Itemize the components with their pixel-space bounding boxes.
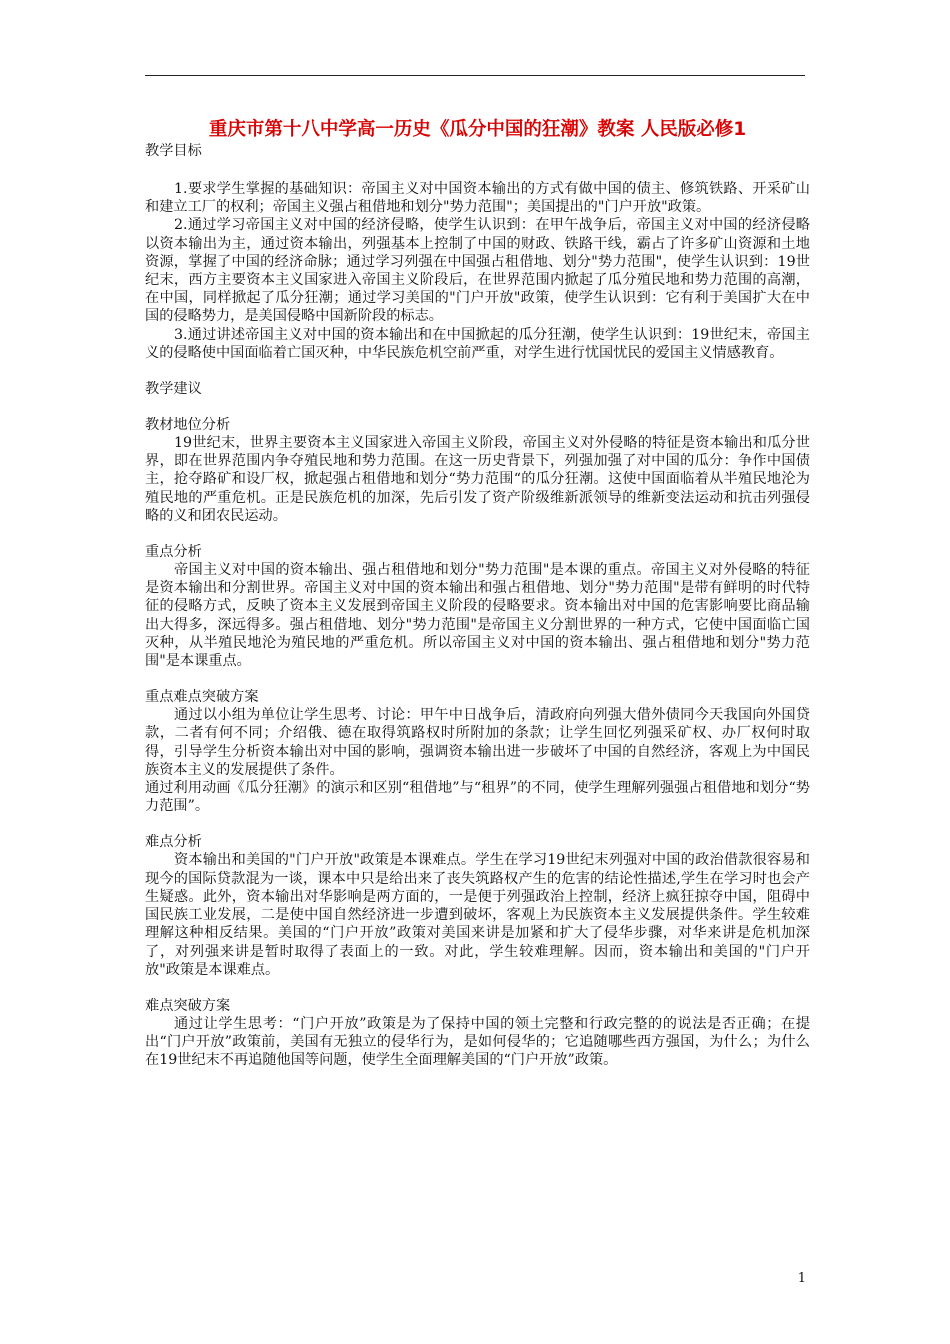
section-heading-difficulty: 难点分析 [145,834,202,851]
section-heading-breakthrough: 重点难点突破方案 [145,689,259,706]
section-heading-position: 教材地位分析 [145,417,231,434]
section-heading-difficulty-plan: 难点突破方案 [145,997,231,1014]
header-rule [145,75,805,76]
breakthrough-paragraph: 通过以小组为单位让学生思考、讨论：甲午中日战争后，清政府向列强大借外债同今天我国向外国贷款，二者有何不同；介绍俄、德在取得筑路权时所附加的条款；让学生回忆列强采矿权、办厂权何时取得，引导学生分析资本输出对中国的影响，强调资本输出进一步破坏了中国的自然经济，客观上为中国民族资本主义的发展提供了条件。 [145,707,810,778]
key-points-paragraph: 帝国主义对中国的资本输出、强占租借地和划分"势力范围"是本课的重点。帝国主义对外侵略的特征是资本输出和分割世界。帝国主义对中国的资本输出和强占租借地、划分"势力范围"是带有鲜明的时代特征的侵略方式，反映了资本主义发展到帝国主义阶段的侵略要求。资本输出对中国的危害影响要比商品输出大得多，深远得多。强占租借地、划分"势力范围"是帝国主义分割世界的一种方式，它使中国面临亡国灭种，从半殖民地沦为殖民地的严重危机。所以帝国主义对中国的资本输出、强占租借地和划分"势力范围"是本课重点。 [145,562,810,670]
document-title: 重庆市第十八中学高一历史《瓜分中国的狂潮》教案 人民版必修1 [208,119,747,140]
goal-item: 1.要求学生掌握的基础知识：帝国主义对中国资本输出的方式有做中国的债主、修筑铁路、开采矿山和建立工厂的权利；帝国主义强占租借地和划分"势力范围"；美国提出的"门户开放"政策。 [145,181,810,216]
difficulty-plan-paragraph: 通过让学生思考：“门户开放”政策是为了保持中国的领土完整和行政完整的的说法是否正确；在提出“门户开放”政策前，美国有无独立的侵华行为，是如何侵华的；它追随哪些西方强国，为什么；为什么在19世纪末不再追随他国等问题，使学生全面理解美国的“门户开放”政策。 [145,1015,810,1069]
section-heading-goals: 教学目标 [145,143,202,159]
goal-item: 2.通过学习帝国主义对中国的经济侵略，使学生认识到：在甲午战争后，帝国主义对中国的经济侵略以资本输出为主，通过资本输出，列强基本上控制了中国的财政、铁路干线，霸占了许多矿山资源和土地资源，掌握了中国的经济命脉；通过学习列强在中国强占租借地、划分"势力范围"，使学生认识到：19世纪末，西方主要资本主义国家进入帝国主义阶段后，在世界范围内掀起了瓜分殖民地和势力范围的高潮，在中国，同样掀起了瓜分狂潮；通过学习美国的"门户开放"政策，使学生认识到：它有利于美国扩大在中国的侵略势力，是美国侵略中国新阶段的标志。 [145,217,810,325]
breakthrough-paragraph-2: 通过利用动画《瓜分狂潮》的演示和区别“租借地”与“租界”的不同，使学生理解列强强占租借地和划分“势力范围”。 [145,780,810,815]
section-heading-key-points: 重点分析 [145,544,202,561]
position-paragraph: 19世纪末，世界主要资本主义国家进入帝国主义阶段，帝国主义对外侵略的特征是资本输出和瓜分世界，即在世界范围内争夺殖民地和势力范围。在这一历史背景下，列强加强了对中国的瓜分：争作中国债主，抢夺路矿和设厂权，掀起强占租借地和划分“势力范围“的瓜分狂潮。这使中国面临着从半殖民地沦为殖民地的严重危机。正是民族危机的加深，先后引发了资产阶级维新派领导的维新变法运动和抗击列强侵略的义和团农民运动。 [145,435,810,524]
section-heading-suggestions: 教学建议 [145,381,202,398]
goal-item: 3.通过讲述帝国主义对中国的资本输出和在中国掀起的瓜分狂潮，使学生认识到：19世纪末，帝国主义的侵略使中国面临着亡国灭种，中华民族危机空前严重，对学生进行忧国忧民的爱国主义情感教育。 [145,326,810,361]
page-number: 1 [797,1271,806,1286]
difficulty-paragraph: 资本输出和美国的"门户开放"政策是本课难点。学生在学习19世纪末列强对中国的政治借款很容易和现今的国际贷款混为一谈，课本中只是给出来了丧失筑路权产生的危害的结论性描述,学生在学习时也会产生疑惑。此外，资本输出对华影响是两方面的，一是便于列强政治上控制，经济上疯狂掠夺中国，阻碍中国民族工业发展，二是使中国自然经济进一步遭到破坏，客观上为民族资本主义发展提供条件。学生较难理解这种相反结果。美国的“门户开放”政策对美国来讲是加紧和扩大了侵华步骤，对华来讲是危机加深了，对列强来讲是暂时取得了表面上的一致。对此，学生较难理解。因而，资本输出和美国的"门户开放"政策是本课难点。 [145,852,810,978]
document-body [145,118,810,1070]
